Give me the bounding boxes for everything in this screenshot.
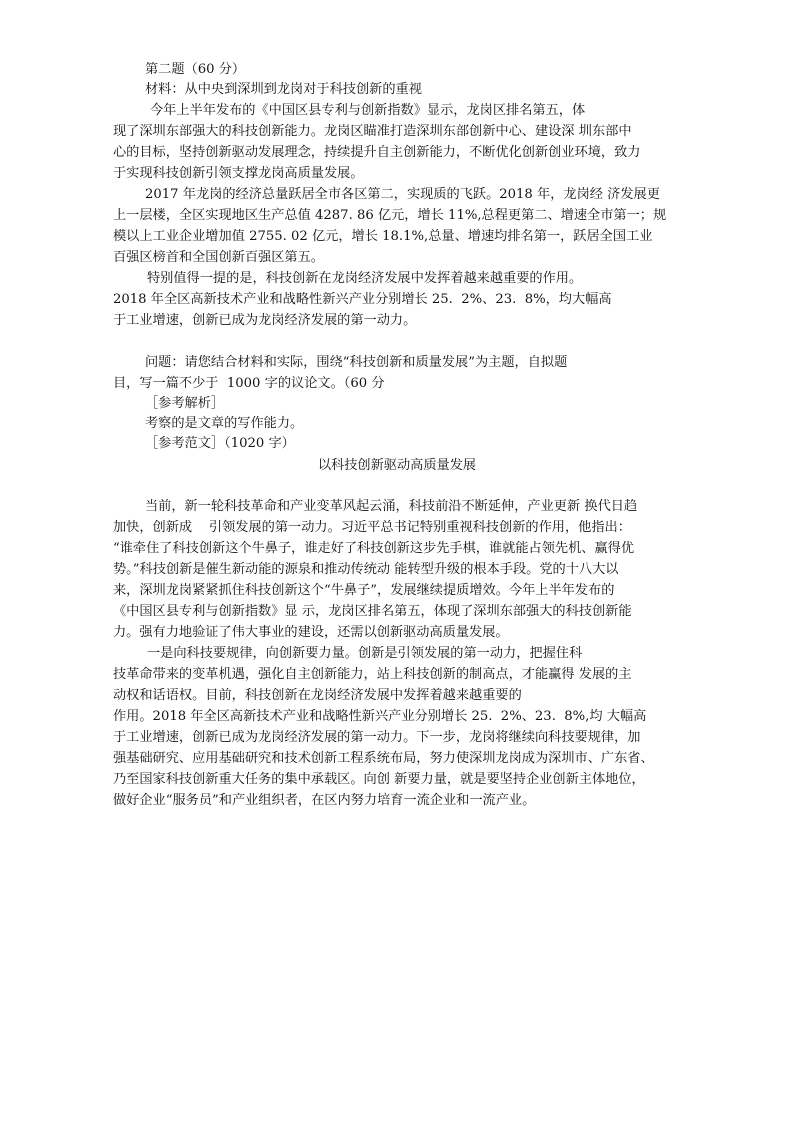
material-p2-line-4: 百强区榜首和全国创新百强区第五。 xyxy=(113,250,324,265)
analysis-text: 考察的是文章的写作能力。 xyxy=(145,416,304,431)
material-p3-line-2: 2018 年全区高新技术产业和战略性新兴产业分别增长 25. 2%、23. 8%，均大幅高 xyxy=(113,292,612,307)
material-p1-line-1: 今年上半年发布的《中国区县专利与创新指数》显示，龙岗区排名第五，体 xyxy=(150,103,586,118)
material-p1-line-4: 于实现科技创新引领支撑龙岗高质量发展。 xyxy=(113,166,364,181)
question-heading: 第二题（60 分） xyxy=(145,62,246,77)
essay-p1-line-6: 《中国区县专利与创新指数》显 示，龙岗区排名第五，体现了深圳东部强大的科技创新能 xyxy=(113,604,632,619)
material-p3-line-3: 于工业增速，创新已成为龙岗经济发展的第一动力。 xyxy=(113,313,417,328)
question-line-2: 目，写一篇不少于 1000 字的议论文。（60 分 xyxy=(113,376,385,391)
essay-p2-line-1: 一是向科技要规律，向创新要力量。创新是引领发展的第一动力，把握住科 xyxy=(147,646,583,661)
material-p1-line-3: 心的目标，坚持创新驱动发展理念，持续提升自主创新能力，不断优化创新创业环境，致力 xyxy=(113,145,641,160)
essay-p2-line-6: 强基础研究、应用基础研究和技术创新工程系统布局，努力使深圳龙岗成为深圳市、广东省、 xyxy=(113,751,654,766)
material-p2-line-1: 2017 年龙岗的经济总量跃居全市各区第二，实现质的飞跃。2018 年，龙岗经 济发展更 xyxy=(145,187,660,202)
essay-p2-line-5: 于工业增速，创新已成为龙岗经济发展的第一动力。下一步，龙岗将继续向科技要规律，加 xyxy=(113,730,641,745)
material-p1-line-2: 现了深圳东部强大的科技创新能力。龙岗区瞄准打造深圳东部创新中心、建设深 圳东部中 xyxy=(113,124,632,139)
essay-p1-line-1: 当前，新一轮科技革命和产业变革风起云涌，科技前沿不断延伸，产业更新 换代日趋 xyxy=(145,499,638,514)
analysis-label: ［参考解析］ xyxy=(145,396,225,411)
essay-p2-line-7: 乃至国家科技创新重大任务的集中承载区。向创 新要力量，就是要坚持企业创新主体地位， xyxy=(113,772,645,787)
essay-p2-line-2: 技革命带来的变革机遇，强化自主创新能力，站上科技创新的制高点，才能赢得 发展的主 xyxy=(113,667,632,682)
material-p2-line-3: 模以上工业企业增加值 2755. 02 亿元，增长 18.1%,总量、增速均排名第一，跃居全国工业 xyxy=(113,229,653,244)
material-p3-line-1: 特别值得一提的是，科技创新在龙岗经济发展中发挥着越来越重要的作用。 xyxy=(147,271,583,286)
question-line-1: 问题：请您结合材料和实际，围绕“科技创新和质量发展”为主题，自拟题 xyxy=(145,355,568,370)
material-p2-line-2: 上一层楼，全区实现地区生产总值 4287. 86 亿元，增长 11%,总程更第二、增速全市第一；规 xyxy=(113,208,667,223)
essay-p2-line-4: 作用。2018 年全区高新技术产业和战略性新兴产业分别增长 25. 2%、23. 8%,均 大幅高 xyxy=(113,709,647,724)
essay-p1-line-7: 力。强有力地验证了伟大事业的建设，还需以创新驱动高质量发展。 xyxy=(113,625,509,640)
material-title: 材料：从中央到深圳到龙岗对于科技创新的重视 xyxy=(145,82,422,97)
essay-p1-line-2: 加快，创新成 引领发展的第一动力。习近平总书记特别重视科技创新的作用，他指出： xyxy=(113,520,631,535)
essay-p1-line-4: 势。”科技创新是催生新动能的源泉和推动传统动 能转型升级的根本手段。党的十八大以 xyxy=(113,562,619,577)
sample-label: ［参考范文］（1020 字） xyxy=(145,436,295,451)
essay-p1-line-5: 来，深圳龙岗紧紧抓住科技创新这个“牛鼻子”，发展继续提质增效。今年上半年发布的 xyxy=(113,583,615,598)
essay-title: 以科技创新驱动高质量发展 xyxy=(317,458,477,473)
essay-p2-line-8: 做好企业“服务员”和产业组织者，在区内努力培育一流企业和一流产业。 xyxy=(113,793,536,808)
essay-p2-line-3: 动权和话语权。目前，科技创新在龙岗经济发展中发挥着越来越重要的 xyxy=(113,688,522,703)
essay-p1-line-3: “谁牵住了科技创新这个牛鼻子，谁走好了科技创新这步先手棋，谁就能占领先机、赢得优 xyxy=(113,541,635,556)
